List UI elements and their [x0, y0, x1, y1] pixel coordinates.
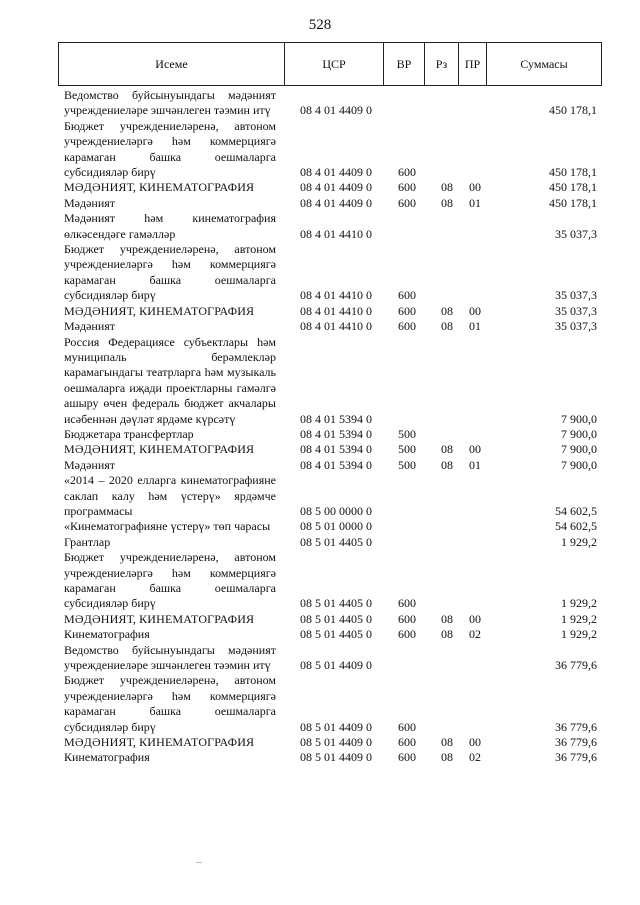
row-vr: 600: [398, 195, 416, 210]
row-csr: 08 5 01 0000 0: [300, 519, 372, 534]
row-pr: 00: [469, 303, 481, 318]
table-row: [0, 427, 640, 442]
row-rz: 08: [441, 180, 453, 195]
header-name: Исеме: [59, 43, 285, 85]
table-row: [0, 643, 640, 674]
row-name: Кинематография: [64, 627, 150, 642]
row-sum: 36 779,6: [555, 735, 597, 750]
row-csr: 08 4 01 4410 0: [300, 288, 372, 303]
row-pr: 01: [469, 319, 481, 334]
row-name: МӘДӘНИЯТ, КИНЕМАТОГРАФИЯ: [64, 303, 255, 318]
table-row: [0, 535, 640, 550]
row-vr: 600: [398, 596, 416, 611]
row-sum: 1 929,2: [561, 596, 597, 611]
row-sum: 7 900,0: [561, 457, 597, 472]
row-pr: 01: [469, 195, 481, 210]
row-vr: 600: [398, 611, 416, 626]
table-row: [0, 612, 640, 627]
row-csr: 08 4 01 4409 0: [300, 103, 372, 118]
row-name: Бюджет учреждениеләренә, автоном учреждениеләргә һәм коммерциягә карамаган башка оешмаларга субсидияләр бирү: [64, 673, 276, 734]
table-row: [0, 519, 640, 534]
row-csr: 08 5 01 4405 0: [300, 596, 372, 611]
row-sum: 35 037,3: [555, 226, 597, 241]
row-sum: 450 178,1: [549, 195, 597, 210]
row-vr: 600: [398, 719, 416, 734]
row-sum: 35 037,3: [555, 288, 597, 303]
row-csr: 08 4 01 4410 0: [300, 319, 372, 334]
row-vr: 600: [398, 165, 416, 180]
row-vr: 600: [398, 180, 416, 195]
row-name: Бюджет учреждениеләренә, автоном учреждениеләргә һәм коммерциягә карамаган башка оешмаларга субсидияләр бирү: [64, 118, 276, 180]
header-pr: ПР: [459, 43, 487, 85]
row-sum: 1 929,2: [561, 627, 597, 642]
row-name: Мәдәният һәм кинематография өлкәсендәге гамәлләр: [64, 211, 276, 241]
row-sum: 54 602,5: [555, 503, 597, 518]
row-sum: 1 929,2: [561, 534, 597, 549]
row-pr: 00: [469, 180, 481, 195]
row-sum: 7 900,0: [561, 411, 597, 426]
table-body: [0, 88, 640, 766]
row-sum: 1 929,2: [561, 611, 597, 626]
row-sum: 7 900,0: [561, 442, 597, 457]
row-rz: 08: [441, 735, 453, 750]
row-sum: 36 779,6: [555, 719, 597, 734]
row-pr: 00: [469, 611, 481, 626]
page-number: 528: [308, 17, 332, 33]
row-rz: 08: [441, 195, 453, 210]
row-rz: 08: [441, 457, 453, 472]
table-row: [0, 196, 640, 211]
row-vr: 600: [398, 627, 416, 642]
row-csr: 08 5 01 4405 0: [300, 627, 372, 642]
row-csr: 08 5 01 4405 0: [300, 534, 372, 549]
row-csr: 08 4 01 4410 0: [300, 226, 372, 241]
row-name: Бюджет учреждениеләренә, автоном учреждениеләргә һәм коммерциягә карамаган башка оешмаларга субсидияләр бирү: [64, 242, 276, 303]
row-pr: 00: [469, 735, 481, 750]
row-name: Бюджетара трансфертлар: [64, 426, 194, 441]
row-vr: 500: [398, 426, 416, 441]
row-csr: 08 4 01 5394 0: [300, 426, 372, 441]
table-row: [0, 550, 640, 612]
row-csr: 08 5 01 4409 0: [300, 719, 372, 734]
row-vr: 600: [398, 735, 416, 750]
row-rz: 08: [441, 319, 453, 334]
row-vr: 600: [398, 288, 416, 303]
row-name: Ведомство буйсынуындагы мәдәният учреждениеләре эшчәнлеген тәэмин итү: [64, 88, 276, 118]
row-name: МӘДӘНИЯТ, КИНЕМАТОГРАФИЯ: [64, 180, 255, 195]
row-name: Мәдәният: [64, 319, 116, 334]
table-row: [0, 88, 640, 119]
row-name: МӘДӘНИЯТ, КИНЕМАТОГРАФИЯ: [64, 611, 255, 626]
table-row: [0, 119, 640, 181]
row-rz: 08: [441, 303, 453, 318]
row-csr: 08 4 01 4409 0: [300, 180, 372, 195]
table-row: [0, 673, 640, 735]
row-name: Россия Федерациясе субъектлары һәм муниципаль берәмлекләр карамагындагы театрларга һәм музыкаль оешмаларга иҗади проектларны гамәлгә ашыру өчен федераль бюджет акчалары исәбеннән дәүләт ярдәме күрсәтү: [64, 334, 276, 426]
header-vr: ВР: [384, 43, 425, 85]
header-sum: Суммасы: [520, 56, 568, 71]
row-sum: 450 178,1: [549, 103, 597, 118]
row-name: Мәдәният: [64, 457, 116, 472]
row-sum: 36 779,6: [555, 658, 597, 673]
row-name: Мәдәният: [64, 195, 116, 210]
row-name: МӘДӘНИЯТ, КИНЕМАТОГРАФИЯ: [64, 735, 255, 750]
row-csr: 08 4 01 4409 0: [300, 195, 372, 210]
row-vr: 600: [398, 319, 416, 334]
row-sum: 450 178,1: [549, 165, 597, 180]
table-row: [0, 180, 640, 195]
table-header: [58, 42, 602, 86]
table-row: [0, 750, 640, 765]
row-sum: 54 602,5: [555, 519, 597, 534]
row-name: Кинематография: [64, 750, 150, 765]
row-rz: 08: [441, 611, 453, 626]
table-row: [0, 473, 640, 519]
row-name: «Кинематографияне үстерү» төп чарасы: [64, 519, 271, 534]
row-rz: 08: [441, 442, 453, 457]
row-vr: 500: [398, 442, 416, 457]
row-sum: 35 037,3: [555, 319, 597, 334]
row-csr: 08 4 01 4410 0: [300, 303, 372, 318]
row-name: Грантлар: [64, 534, 111, 549]
row-vr: 600: [398, 750, 416, 765]
row-sum: 450 178,1: [549, 180, 597, 195]
row-sum: 7 900,0: [561, 426, 597, 441]
table-row: [0, 242, 640, 304]
row-pr: 01: [469, 457, 481, 472]
row-vr: 500: [398, 457, 416, 472]
row-name: Ведомство буйсынуындагы мәдәният учреждениеләре эшчәнлеген тәэмин итү: [64, 642, 276, 673]
header-csr: ЦСР: [285, 43, 384, 85]
table-row: [0, 735, 640, 750]
row-pr: 02: [469, 750, 481, 765]
table-row: [0, 211, 640, 242]
row-sum: 36 779,6: [555, 750, 597, 765]
row-csr: 08 5 01 4409 0: [300, 750, 372, 765]
scan-mark: [196, 862, 202, 863]
row-name: Бюджет учреждениеләренә, автоном учреждениеләргә һәм коммерциягә карамаган башка оешмаларга субсидияләр бирү: [64, 550, 276, 611]
table-row: [0, 319, 640, 334]
row-pr: 02: [469, 627, 481, 642]
row-csr: 08 5 01 4409 0: [300, 658, 372, 673]
table-row: [0, 442, 640, 457]
row-csr: 08 4 01 5394 0: [300, 457, 372, 472]
row-csr: 08 5 00 0000 0: [300, 503, 372, 518]
row-csr: 08 5 01 4409 0: [300, 735, 372, 750]
row-name: «2014 – 2020 елларга кинематографияне саклап калу һәм үстерү» ярдәмче программасы: [64, 473, 276, 518]
row-vr: 600: [398, 303, 416, 318]
row-csr: 08 4 01 5394 0: [300, 411, 372, 426]
row-csr: 08 5 01 4405 0: [300, 611, 372, 626]
header-rz: Рз: [425, 43, 459, 85]
row-csr: 08 4 01 4409 0: [300, 165, 372, 180]
table-row: [0, 335, 640, 427]
table-row: [0, 458, 640, 473]
row-csr: 08 4 01 5394 0: [300, 442, 372, 457]
row-rz: 08: [441, 627, 453, 642]
row-sum: 35 037,3: [555, 303, 597, 318]
table-row: [0, 627, 640, 642]
table-row: [0, 304, 640, 319]
row-rz: 08: [441, 750, 453, 765]
row-pr: 00: [469, 442, 481, 457]
row-name: МӘДӘНИЯТ, КИНЕМАТОГРАФИЯ: [64, 442, 255, 457]
